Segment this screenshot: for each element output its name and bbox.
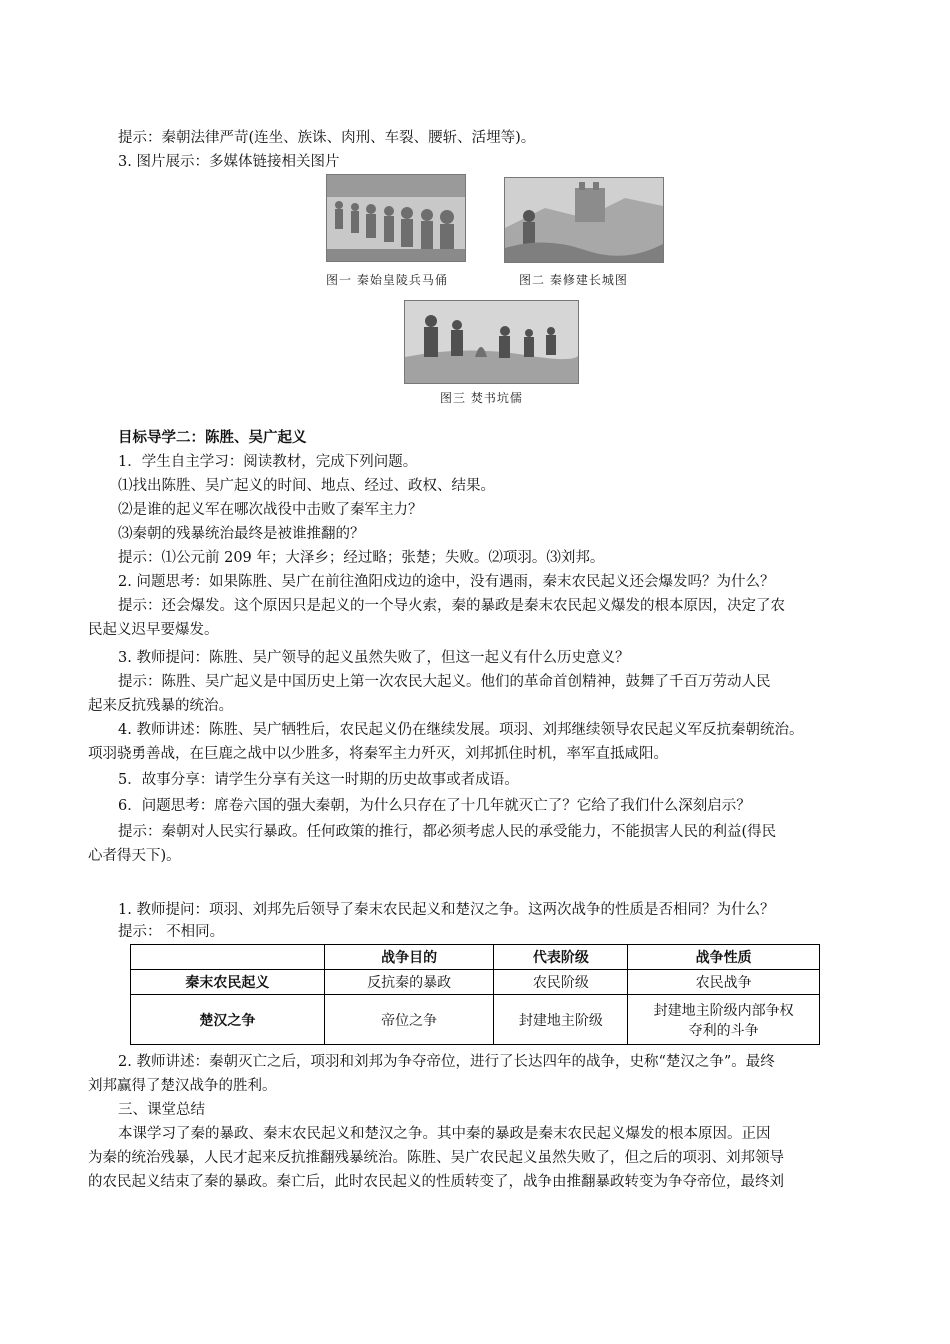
s2-q1b: ⑵是谁的起义军在哪次战役中击败了秦军主力？ [118, 502, 423, 518]
s2-q5: 5．故事分享：请学生分享有关这一时期的历史故事或者成语。 [118, 772, 519, 788]
figure2-caption: 图二 秦修建长城图 [519, 273, 628, 287]
table-cell: 秦末农民起义 [131, 970, 325, 995]
table-row [131, 995, 820, 1045]
table-cell: 封建地主阶级 [494, 995, 628, 1045]
summary-title: 三、课堂总结 [118, 1102, 205, 1118]
s2-q6-hint-2: 心者得天下)。 [88, 848, 181, 864]
s2-q4-2: 项羽骁勇善战，在巨鹿之战中以少胜多，将秦军主力歼灭，刘邦抓住时机，率军直抵咸阳。 [88, 746, 668, 762]
table-row [131, 970, 820, 995]
s2-q2-hint-2: 民起义迟早要爆发。 [88, 622, 219, 638]
table-header-cell: 代表阶级 [494, 945, 628, 970]
summary-p3: 的农民起义结束了秦的暴政。秦亡后，此时农民起义的性质转变了，战争由推翻暴政转变为争夺帝位，最终刘 [88, 1174, 784, 1190]
table-cell [628, 995, 820, 1045]
section2-title: 目标导学二：陈胜、吴广起义 [118, 430, 307, 446]
table-cell: 农民阶级 [494, 970, 628, 995]
figure-burning-books [404, 300, 579, 384]
table-cell-line: 夺利的斗争 [688, 1022, 759, 1039]
figure-terracotta-army [326, 174, 466, 262]
table-header-cell: 战争目的 [324, 945, 494, 970]
s2-q6: 6．问题思考：席卷六国的强大秦朝，为什么只存在了十几年就灭亡了？它给了我们什么深刻启示？ [118, 798, 751, 814]
table-header-cell: 战争性质 [628, 945, 820, 970]
s3-q2-2: 刘邦赢得了楚汉战争的胜利。 [88, 1078, 277, 1094]
s2-q1-intro: 1．学生自主学习：阅读教材，完成下列问题。 [118, 454, 418, 470]
table-cell-line: 封建地主阶级内部争权 [653, 1002, 794, 1019]
table-header-row [131, 945, 820, 970]
figure-great-wall [504, 177, 664, 263]
hint-law: 提示：秦朝法律严苛(连坐、族诛、肉刑、车裂、腰斩、活埋等)。 [118, 130, 536, 146]
s2-q2-hint-1: 提示：还会爆发。这个原因只是起义的一个导火索，秦的暴政是秦末农民起义爆发的根本原因，决定了农 [118, 598, 785, 614]
table-cell: 楚汉之争 [131, 995, 325, 1045]
table-cell: 农民战争 [628, 970, 820, 995]
pictures-heading: 3. 图片展示：多媒体链接相关图片 [118, 154, 340, 170]
summary-p1: 本课学习了秦的暴政、秦末农民起义和楚汉之争。其中秦的暴政是秦末农民起义爆发的根本原因。正因 [118, 1126, 771, 1142]
table-header-cell [131, 945, 325, 970]
figure1-caption: 图一 秦始皇陵兵马俑 [326, 273, 448, 287]
s3-q1: 1. 教师提问：项羽、刘邦先后领导了秦末农民起义和楚汉之争。这两次战争的性质是否相同？为什么？ [118, 902, 775, 918]
s2-q6-hint-1: 提示：秦朝对人民实行暴政。任何政策的推行，都必须考虑人民的承受能力，不能损害人民的利益(得民 [118, 824, 777, 840]
s2-q3-hint-2: 起来反抗残暴的统治。 [88, 698, 233, 714]
comparison-table [130, 944, 820, 1045]
s2-q1c: ⑶秦朝的残暴统治最终是被谁推翻的？ [118, 526, 365, 542]
s2-q4-1: 4. 教师讲述：陈胜、吴广牺牲后，农民起义仍在继续发展。项羽、刘邦继续领导农民起义军反抗秦朝统治。 [118, 722, 804, 738]
s2-q2: 2. 问题思考：如果陈胜、吴广在前往渔阳戍边的途中，没有遇雨，秦末农民起义还会爆发吗？为什么？ [118, 574, 775, 590]
s2-q1-hint: 提示：⑴公元前 209 年；大泽乡；经过略；张楚；失败。⑵项羽。⑶刘邦。 [118, 550, 605, 566]
s2-q3-hint-1: 提示：陈胜、吴广起义是中国历史上第一次农民大起义。他们的革命首创精神，鼓舞了千百万劳动人民 [118, 674, 771, 690]
s3-q1-hint: 提示： 不相同。 [118, 924, 225, 940]
summary-p2: 为秦的统治残暴，人民才起来反抗推翻残暴统治。陈胜、吴广农民起义虽然失败了，但之后的项羽、刘邦领导 [88, 1150, 784, 1166]
s2-q1a: ⑴找出陈胜、吴广起义的时间、地点、经过、政权、结果。 [118, 478, 495, 494]
s3-q2-1: 2. 教师讲述：秦朝灭亡之后，项羽和刘邦为争夺帝位，进行了长达四年的战争，史称“楚汉之争”。最终 [118, 1054, 775, 1070]
table-cell: 反抗秦的暴政 [324, 970, 494, 995]
table-cell: 帝位之争 [324, 995, 494, 1045]
figure3-caption: 图三 焚书坑儒 [440, 391, 523, 405]
s2-q3: 3. 教师提问：陈胜、吴广领导的起义虽然失败了，但这一起义有什么历史意义？ [118, 650, 630, 666]
